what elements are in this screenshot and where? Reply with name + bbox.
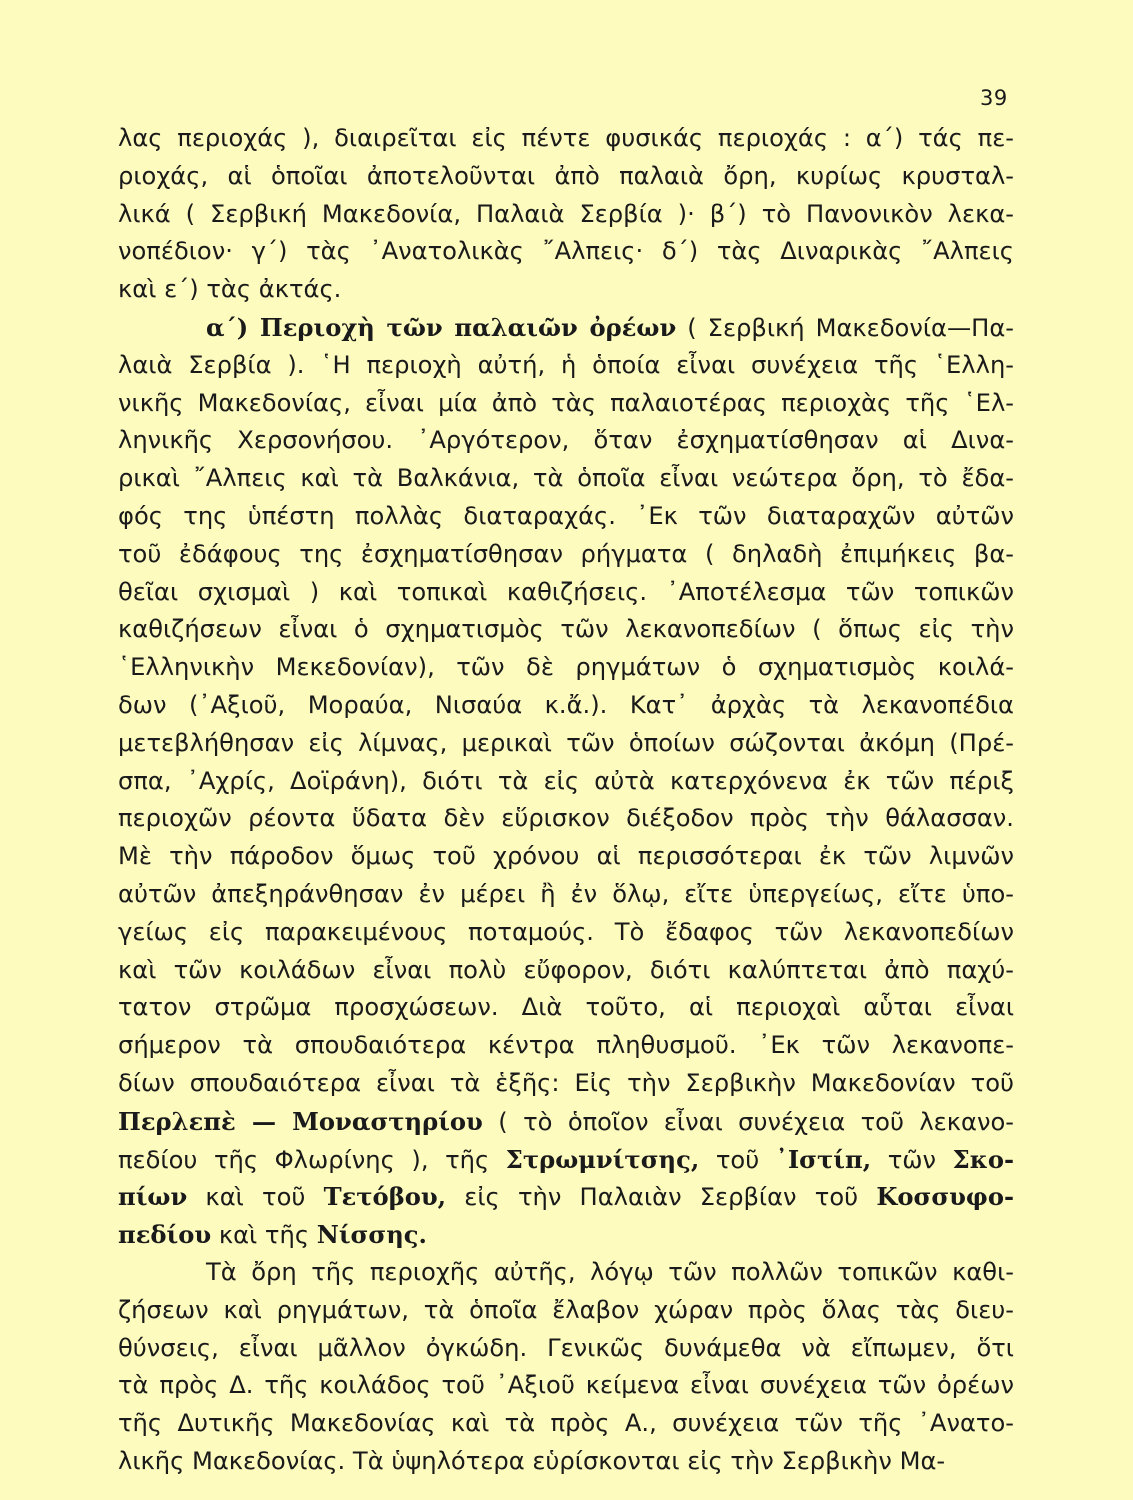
text-segment: ( τὸ ὁποῖον εἶναι συνέχεια τοῦ λεκανο-: [482, 1107, 1014, 1136]
text-segment: ζήσεων καὶ ρηγμάτων, τὰ ὁποῖα ἔλαβον χώραν πρὸς ὅλας τὰς διευ-: [118, 1295, 1014, 1324]
text-segment: ( Σερβική Μακεδονία—Πα-: [676, 313, 1015, 342]
text-line: [118, 1443, 1014, 1481]
text-segment: περιοχῶν ρέοντα ὕδατα δὲν εὕρισκον διέξοδον πρὸς τὴν θάλασσαν.: [118, 804, 1014, 833]
text-segment: τοῦ ἐδάφους της ἐσχηματίσθησαν ρήγματα ( δηλαδὴ ἐπιμήκεις βα-: [118, 539, 1014, 568]
text-line: [118, 1330, 1014, 1368]
text-segment: ρικαὶ ῎Αλπεις καὶ τὰ Βαλκάνια, τὰ ὁποῖα εἶναι νεώτερα ὄρη, τὸ ἔδα-: [118, 464, 1014, 493]
text-segment: λαιὰ Σερβία ). ῾Η περιοχὴ αὐτή, ἡ ὁποία εἶναι συνέχεια τῆς ῾Ελλη-: [118, 350, 1014, 379]
text-line: [118, 649, 1014, 687]
text-segment: μετεβλήθησαν εἰς λίμνας, μερικαὶ τῶν ὁποίων σώζονται ἀκόμη (Πρέ-: [118, 728, 1014, 757]
text-line: [118, 725, 1014, 763]
text-segment: τὰ πρὸς Δ. τῆς κοιλάδος τοῦ ᾿Αξιοῦ κείμενα εἶναι συνέχεια τῶν ὀρέων: [118, 1371, 1014, 1400]
text-line: [118, 876, 1014, 914]
text-segment: καὶ τῆς: [211, 1221, 317, 1250]
text-segment: τῆς Δυτικῆς Μακεδονίας καὶ τὰ πρὸς Α., συνέχεια τῶν τῆς ᾿Ανατο-: [118, 1409, 1014, 1438]
text-line: [118, 422, 1014, 460]
text-line: [118, 1367, 1014, 1405]
text-segment: λικά ( Σερβική Μακεδονία, Παλαιὰ Σερβία )· β΄) τὸ Πανονικὸν λεκα-: [118, 199, 1014, 228]
text-line: [118, 800, 1014, 838]
text-segment: τοῦ: [699, 1145, 776, 1174]
text-line: [118, 158, 1014, 196]
text-segment: καὶ ε΄) τὰς ἀκτάς.: [118, 275, 342, 304]
text-line: [118, 498, 1014, 536]
text-segment: καὶ τοῦ: [187, 1183, 324, 1212]
bold-term: Κοσσυφο-: [876, 1182, 1014, 1212]
text-segment: θεῖαι σχισμαὶ ) καὶ τοπικαὶ καθιζήσεις. ᾿Αποτέλεσμα τῶν τοπικῶν: [118, 577, 1014, 606]
text-line: [118, 952, 1014, 990]
text-line: [118, 233, 1014, 271]
text-segment: φός της ὑπέστη πολλὰς διαταραχάς. ᾿Εκ τῶν διαταραχῶν αὐτῶν: [118, 501, 1014, 530]
text-segment: αὐτῶν ἀπεξηράνθησαν ἐν μέρει ἢ ἐν ὅλῳ, εἴτε ὑπεργείως, εἴτε ὑπο-: [118, 879, 1014, 908]
bold-term: α΄) Περιοχὴ τῶν παλαιῶν ὀρέων: [206, 312, 677, 342]
text-line: [118, 271, 1014, 309]
text-line: [118, 460, 1014, 498]
bold-term: πεδίου: [118, 1220, 212, 1250]
text-line: [118, 1027, 1014, 1065]
text-line: [118, 989, 1014, 1027]
text-segment: γείως εἰς παρακειμένους ποταμούς. Τὸ ἔδαφος τῶν λεκανοπεδίων: [118, 917, 1014, 946]
text-line: [118, 1292, 1014, 1330]
text-segment: λικῆς Μακεδονίας. Τὰ ὑψηλότερα εὑρίσκονται εἰς τὴν Σερβικὴν Μα-: [118, 1446, 946, 1475]
text-segment: καὶ τῶν κοιλάδων εἶναι πολὺ εὔφορον, διότι καλύπτεται ἀπὸ παχύ-: [118, 955, 1014, 984]
text-segment: ριοχάς, αἱ ὁποῖαι ἀποτελοῦνται ἀπὸ παλαιὰ ὄρη, κυρίως κρυσταλ-: [118, 161, 1014, 190]
text-line: [118, 1254, 1014, 1292]
text-segment: σπα, ᾿Αχρίς, Δοϊράνη), διότι τὰ εἰς αὐτὰ κατερχόνενα ἐκ τῶν πέριξ: [118, 766, 1014, 795]
text-line: [118, 1065, 1014, 1103]
text-segment: θύνσεις, εἶναι μᾶλλον ὀγκώδη. Γενικῶς δυνάμεθα νὰ εἴπωμεν, ὅτι: [118, 1333, 1014, 1362]
text-segment: δίων σπουδαιότερα εἶναι τὰ ἑξῆς: Εἰς τὴν Σερβικὴν Μακεδονίαν τοῦ: [118, 1068, 1014, 1097]
text-line: [118, 1103, 1014, 1141]
text-line: [118, 763, 1014, 801]
text-line: [118, 385, 1014, 423]
bold-term: Στρωμνίτσης,: [505, 1144, 700, 1174]
text-segment: σήμερον τὰ σπουδαιότερα κέντρα πληθυσμοῦ. ᾿Εκ τῶν λεκανοπε-: [118, 1031, 1014, 1060]
text-segment: πεδίου τῆς Φλωρίνης ), τῆς: [118, 1145, 506, 1174]
text-segment: εἰς τὴν Παλαιὰν Σερβίαν τοῦ: [446, 1183, 877, 1212]
text-segment: καθιζήσεων εἶναι ὁ σχηματισμὸς τῶν λεκανοπεδίων ( ὅπως εἰς τὴν: [118, 615, 1014, 644]
text-line: [118, 687, 1014, 725]
text-segment: ῾Ελληνικὴν Μεκεδονίαν), τῶν δὲ ρηγμάτων ὁ σχηματισμὸς κοιλά-: [118, 653, 1014, 682]
bold-term: Σκο-: [952, 1144, 1014, 1174]
text-line: [118, 1405, 1014, 1443]
bold-term: Νίσσης.: [316, 1220, 427, 1250]
text-segment: δων (᾿Αξιοῦ, Μοραύα, Νισαύα κ.ἄ.). Κατ᾿ ἀρχὰς τὰ λεκανοπέδια: [118, 690, 1014, 719]
bold-term: ᾿Ιστίπ,: [775, 1144, 872, 1174]
text-segment: τατον στρῶμα προσχώσεων. Διὰ τοῦτο, αἱ περιοχαὶ αὗται εἶναι: [118, 993, 1014, 1022]
text-segment: τῶν: [871, 1145, 953, 1174]
bold-term: Τετόβου,: [323, 1182, 447, 1212]
text-line: [118, 196, 1014, 234]
text-segment: Τὰ ὄρη τῆς περιοχῆς αὐτῆς, λόγῳ τῶν πολλῶν τοπικῶν καθι-: [206, 1257, 1014, 1286]
text-line: [118, 120, 1014, 158]
text-line: [118, 309, 1014, 347]
page-number: 39: [980, 86, 1008, 110]
text-segment: νικῆς Μακεδονίας, εἶναι μία ἀπὸ τὰς παλαιοτέρας περιοχὰς τῆς ῾Ελ-: [118, 388, 1014, 417]
text-line: [118, 1178, 1014, 1216]
text-segment: Μὲ τὴν πάροδον ὅμως τοῦ χρόνου αἱ περισσότεραι ἐκ τῶν λιμνῶν: [118, 842, 1014, 871]
text-segment: ληνικῆς Χερσονήσου. ᾿Αργότερον, ὅταν ἐσχηματίσθησαν αἱ Δινα-: [118, 426, 1014, 455]
text-segment: λας περιοχάς ), διαιρεῖται εἰς πέντε φυσικάς περιοχάς : α΄) τάς πε-: [118, 124, 1014, 152]
text-line: [118, 536, 1014, 574]
body-text: [118, 120, 1014, 1481]
text-line: [118, 914, 1014, 952]
text-line: [118, 347, 1014, 385]
bold-term: Περλεπὲ — Μοναστηρίου: [118, 1106, 483, 1136]
text-line: [118, 838, 1014, 876]
text-line: [118, 611, 1014, 649]
text-segment: νοπέδιον· γ΄) τὰς ᾿Ανατολικὰς ῎Αλπεις· δ΄) τὰς Διναρικὰς ῎Αλπεις: [118, 237, 1014, 266]
text-line: [118, 1216, 1014, 1254]
bold-term: πίων: [118, 1182, 188, 1212]
text-line: [118, 1141, 1014, 1179]
text-line: [118, 574, 1014, 612]
